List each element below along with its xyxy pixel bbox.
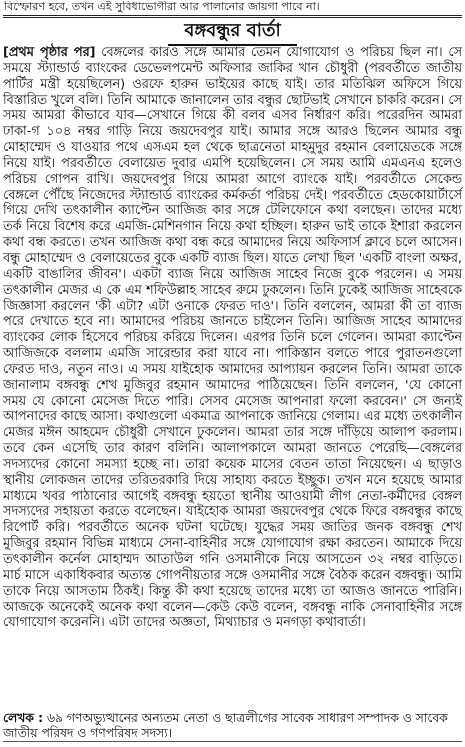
article-body <box>3 45 462 631</box>
article-paragraph <box>3 45 462 631</box>
top-divider <box>3 15 462 16</box>
previous-article-fragment: বিস্ফোরণ হবে, তখন এই সুবিধাভোগীরা আর পালানোর জায়গা পাবে না। <box>4 1 320 13</box>
author-note <box>3 711 462 741</box>
author-label: লেখক : <box>3 711 44 725</box>
article-body-text: বেঙ্গলের কারও সঙ্গে আমার তেমন যোগাযোগ ও পরিচয় ছিল না। সে সময়ে স্ট্যান্ডার্ড ব্যাংকের ডেভেলপমেন্ট অফিসার জাকির খান চৌধুরী (পরবর্তীতে জাতীয় পার্টির মন্ত্রী হয়েছিলেন) ওরফে হারুন ভাইয়ের কাছে যাই। তার মতিঝিল অফিসে গিয়ে বিস্তারিত খুলে বলি। তিনি আমাকে জানালেন তার বন্ধুর ছোটভাই সেখানে চাকরি করেন। সে সময় আমরা কীভাবে যাব—সেখানে গিয়ে কী বলব এসব নির্ধারণ করি। পরেরদিন আমরা ঢাকা-গ ১০৪ নম্বর গাড়ি নিয়ে জয়দেবপুর যাই। আমার সঙ্গে আরও ছিলেন আমার বন্ধু মোহাম্মেদ ও যাওয়ার পথে এসএম হল থেকে ছাত্রনেতা মাহমুদুর রহমান বেলায়েতকে সঙ্গে নিয়ে যাই। পরবর্তীতে বেলায়েত দুবার এমপি হয়েছিলেন। সে সময় আমি এমএনএ হলেও পরিচয় গোপন রাখি। জয়দেবপুর গিয়ে আমরা আগে ব্যাংকে যাই। পরবর্তীতে সেকেন্ড বেঙ্গলে পৌঁছে নিজেদের স্ট্যান্ডার্ড ব্যাংকের কর্মকর্তা পরিচয় দেই। পরবর্তীতে হেডকোয়ার্টার্সে গিয়ে দেখি তৎকালীন ক্যাপ্টেন আজিজ কার সঙ্গে টেলিফোনে কথা বলছেন। তাদের মধ্যে তর্ক নিয়ে বিশেষ করে এমজি-মেশিনগান নিয়ে কথা হচ্ছিল। হারুন ভাই তাকে ইশারা করলেন কথা বন্ধ করতে। তখন আজিজ কথা বন্ধ করে আমাদের নিয়ে অফিসার্স ক্লাবে চলে আসেন। বন্ধু মোহাম্মেদ ও বেলায়েতের বুকে একটি ব্যাজ ছিল। যাতে লেখা ছিল 'একটি বাংলা অক্ষর, একটি বাঙালির জীবন'। একটা ব্যাজ নিয়ে আজিজ সাহেব নিজে বুকে পরলেন। এ সময় তৎকালীন মেজর এ কে এম শফিউল্লাহ সাহেব রুমে ঢুকলেন। তিনি ঢুকেই আজিজ সাহেবকে জিজ্ঞাসা করলেন 'কী এটা? এটা ওনাকে ফেরত দাও'। তিনি বললেন, আমরা কী তা ব্যাজ পরে দেখাতে হবে না। আমাদের পরিচয় জানতে চাইলেন তিনি। আজিজ সাহেব আমাদের ব্যাংকের লোক হিসেবে পরিচয় করিয়ে দিলেন। এরপর তিনি চলে গেলেন। আমরা ক্যাপ্টেন আজিজকে বললাম এমজি সারেন্ডার করা যাবে না। পাকিস্তান বলতে পারে পুরাতনগুলো ফেরত দাও, নতুন নাও। এ সময় যাইহোক আমাদের আপ্যায়ন করলেন তিনি। আমরা তাকে জানালাম বঙ্গবন্ধু শেখ মুজিবুর রহমান আমাদের পাঠিয়েছেন। তিনি বললেন, 'যে কোনো সময় যে কোনো মেসেজ দিতে পারি। সেসব মেসেজ আপনারা ফলো করবেন।' সে জন্যই আপনাদের কাছে আসা। কথাগুলো একমাত্র আপনাকে জানিয়ে গেলাম। এর মধ্যে তৎকালীন মেজর মঈন আহমেদ চৌধুরী সেখানে ঢুকলেন। আমরা তার সঙ্গে দাঁড়িয়ে আলাপ করলাম। তবে কেন এসেছি তার কারণ বলিনি। আলাপকালে আমরা জানতে পেরেছি—বেঙ্গলের সদস্যদের কোনো সমস্যা হচ্ছে না। তারা কয়েক মাসের বেতন তাতা নিয়েছেন। এ ছাড়াও স্থানীয় লোকজন তাদের তরিতরকারি দিয়ে সাহায্য করতে ইচ্ছুক। তখন মনে হয়েছে আমার মাধ্যমে খবর পাঠানোর আগেই বঙ্গবন্ধু হয়তো স্থানীয় আওয়ামী লীগ নেতা-কর্মীদের বেঙ্গল সদস্যদের সহায়তা করতে বলেছেন। যাইহোক আমরা জয়দেবপুর থেকে ফিরে বঙ্গবন্ধুর কাছে রিপোর্ট করি। পরবর্তীতে অনেক ঘটনা ঘটেছে। যুদ্ধের সময় জাতির জনক বঙ্গবন্ধু শেখ মুজিবুর রহমান বিভিন্ন মাধ্যমে সেনা-বাহিনীর সঙ্গে যোগাযোগ রক্ষা করতেন। আমাকে দিয়ে তৎকালীন কর্নেল মোহাম্মদ আতাউল গনি ওসমানীকে নিয়ে আসতেন ৩২ নম্বর বাড়িতে। মার্চ মাসে একাধিকবার অত্যন্ত গোপনীয়তার সঙ্গে ওসমানীর সঙ্গে বৈঠক করেন বঙ্গবন্ধু। আমি তাকে নিয়ে আসতাম ঠিকই। কিন্তু কী কথা হয়েছে তাদের মধ্যে তা আজও জানতে পারিনি। আজকে অনেকেই অনেক কথা বলেন—কেউ কেউ বলেন, বঙ্গবন্ধু নাকি সেনাবাহিনীর সঙ্গে যোগাযোগ করেননি। এটা তাদের অজ্ঞতা, মিথ্যাচার ও মনগড়া কথাবার্তা। <box>3 45 462 631</box>
article-headline: বঙ্গবন্ধুর বার্তা <box>168 18 296 46</box>
continuation-kicker: [প্রথম পৃষ্ঠার পর] <box>3 45 96 60</box>
author-description: ৬৯ গণঅভ্যুত্থানের অন্যতম নেতা ও ছাত্রলীগের সাবেক সাধারণ সম্পাদক ও সাবেক জাতীয় পরিষদ ও গণপরিষদ সদস্য। <box>3 711 448 740</box>
headline-container <box>0 18 465 46</box>
bottom-divider <box>3 741 462 742</box>
